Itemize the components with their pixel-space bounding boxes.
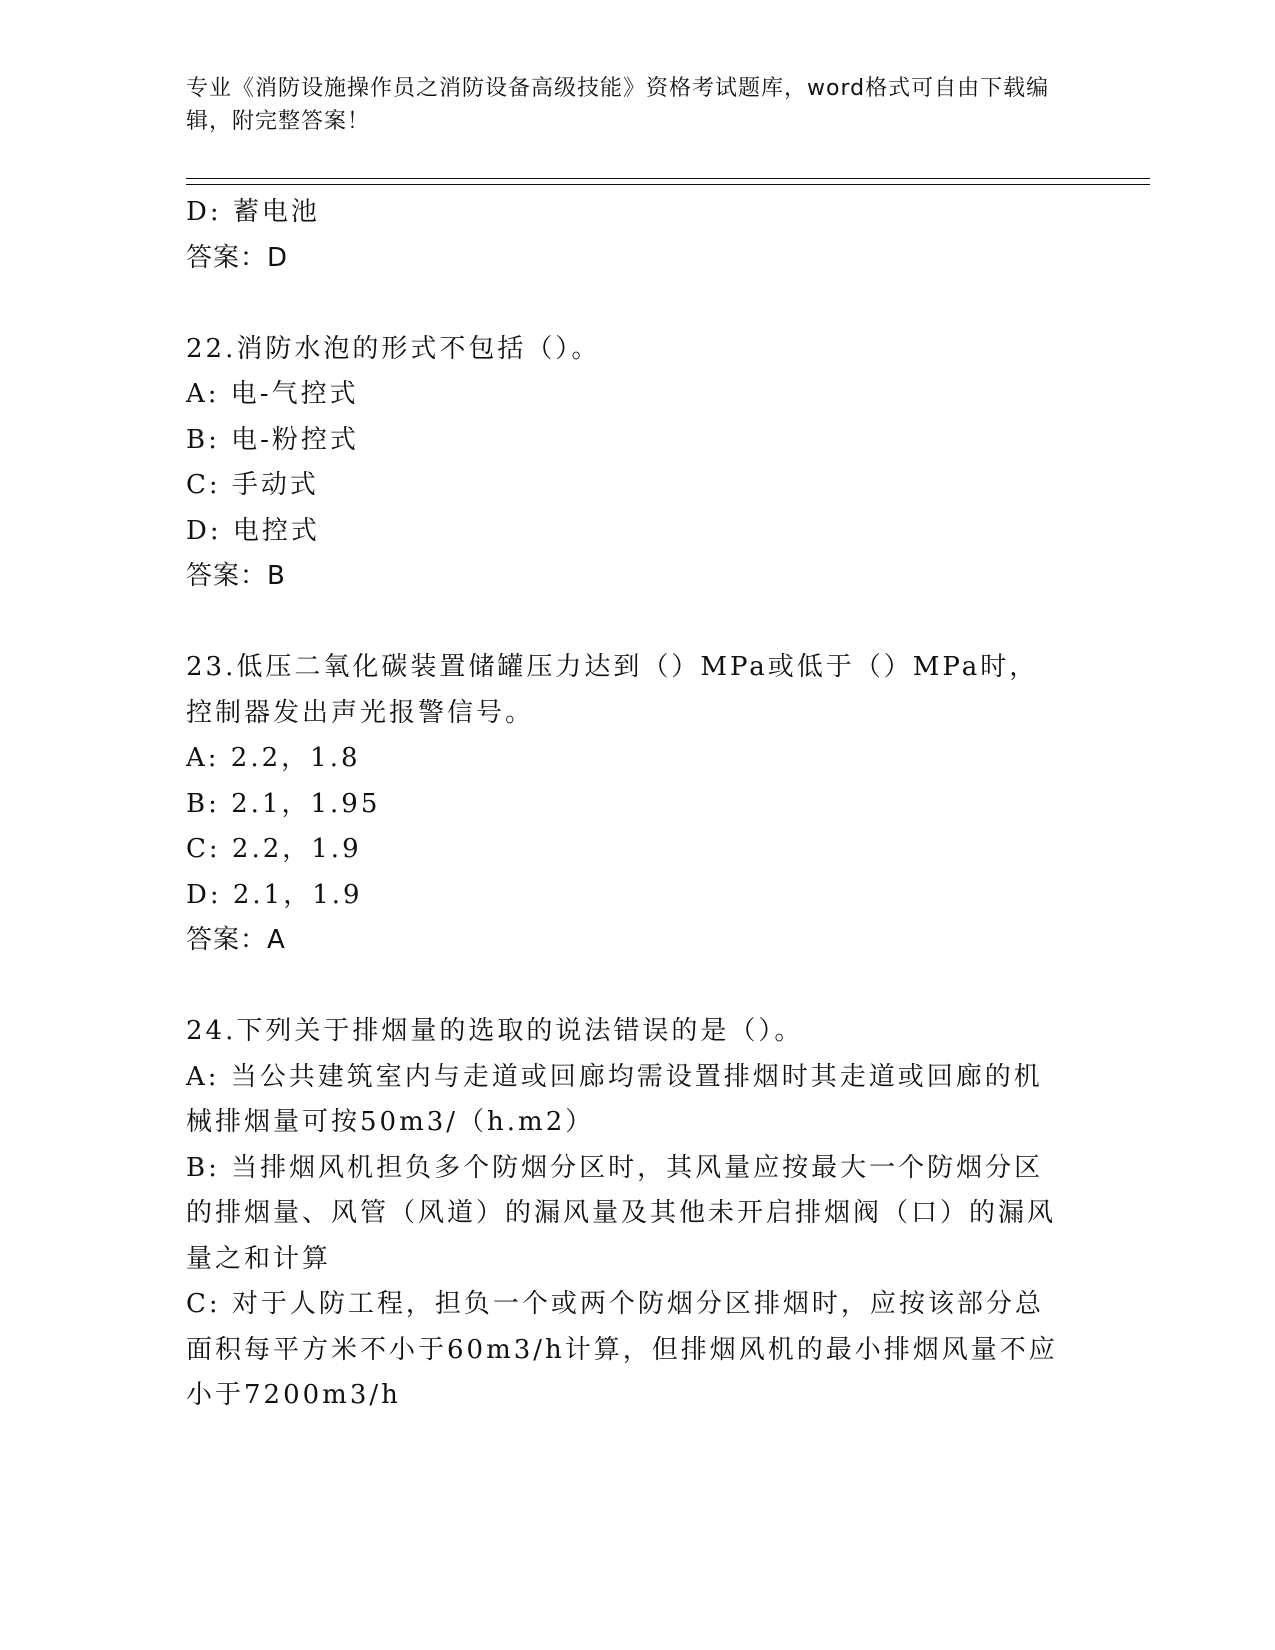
question-23 [186, 645, 1086, 964]
question-list [186, 190, 1086, 1419]
header-divider-bottom [186, 184, 1150, 185]
question-24 [186, 1009, 1086, 1419]
option-a: A: 电-气控式 [186, 379, 359, 409]
option-c: C: 手动式 [186, 470, 319, 500]
option-a: A: 当公共建筑室内与走道或回廊均需设置排烟时其走道或回廊的机械排烟量可按50m3/（h.m2） [186, 1061, 1043, 1137]
option-a: A: 2.2，1.8 [186, 743, 361, 773]
option-b: B: 当排烟风机担负多个防烟分区时，其风量应按最大一个防烟分区的排烟量、风管（风道）的漏风量及其他未开启排烟阀（口）的漏风量之和计算 [186, 1152, 1057, 1274]
document-header: 专业《消防设施操作员之消防设备高级技能》资格考试题库，word格式可自由下载编辑，附完整答案！ [186, 76, 1050, 134]
option-c: C: 2.2，1.9 [186, 834, 362, 864]
option-d: D: 蓄电池 [186, 197, 320, 227]
question-text: 24.下列关于排烟量的选取的说法错误的是（）。 [186, 1016, 804, 1046]
spacer [186, 964, 1086, 1010]
spacer [186, 600, 1086, 646]
option-d: D: 电控式 [186, 515, 320, 546]
answer-label: 答案：A [186, 925, 286, 955]
question-text: 22.消防水泡的形式不包括（）。 [186, 333, 601, 364]
option-d: D: 2.1，1.9 [186, 879, 363, 910]
question-22 [186, 327, 1086, 600]
answer-label: 答案：B [186, 561, 286, 591]
spacer [186, 281, 1086, 327]
answer-label: 答案：D [186, 242, 289, 273]
option-c: C: 对于人防工程，担负一个或两个防烟分区排烟时，应按该部分总面积每平方米不小于60m3/h计算，但排烟风机的最小排烟风量不应小于7200m3/h [186, 1289, 1058, 1410]
option-b: B: 2.1，1.95 [186, 788, 381, 819]
header-divider-top [186, 178, 1150, 179]
question-text: 23.低压二氧化碳装置储罐压力达到（）MPa或低于（）MPa时，控制器发出声光报警信号。 [186, 652, 1039, 728]
question-21-fragment [186, 190, 1086, 281]
option-b: B: 电-粉控式 [186, 424, 359, 455]
